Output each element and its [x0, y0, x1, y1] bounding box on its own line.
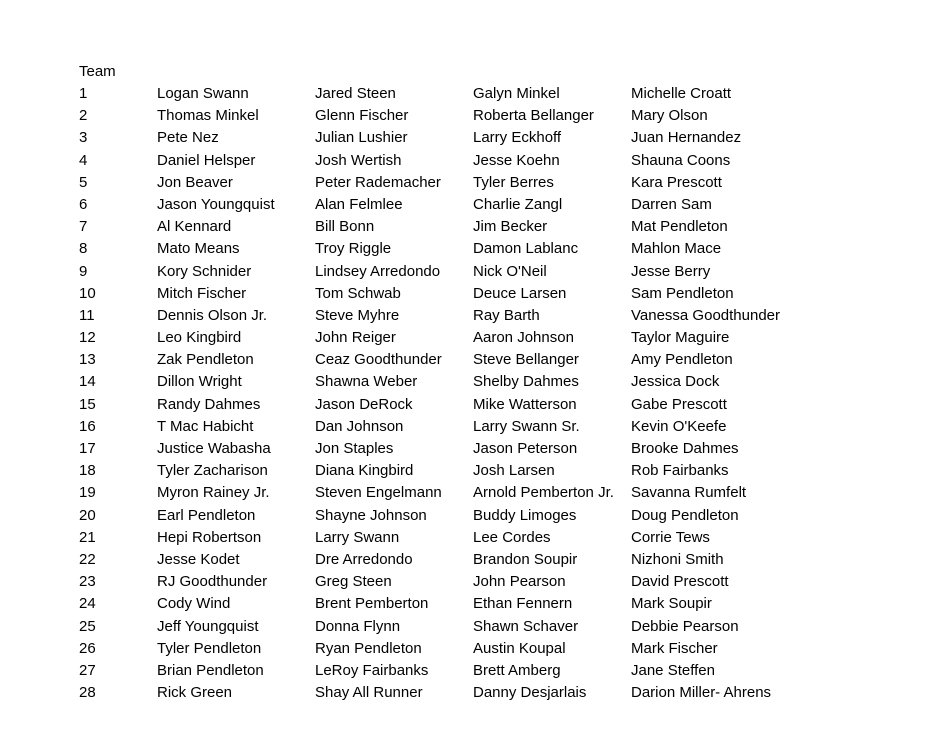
player-name: Nizhoni Smith — [631, 550, 724, 568]
player-name: Rob Fairbanks — [631, 462, 729, 480]
table-row — [79, 527, 909, 549]
player-name: Buddy Limoges — [473, 506, 577, 524]
player-name: Troy Riggle — [315, 240, 392, 258]
player-name: Mary Olson — [631, 107, 708, 125]
player-name: Savanna Rumfelt — [631, 484, 747, 502]
team-number: 2 — [79, 107, 88, 125]
player-name: Ray Barth — [473, 306, 540, 324]
table-row — [79, 194, 909, 216]
player-name: Sam Pendleton — [631, 284, 734, 302]
team-number: 28 — [79, 684, 96, 702]
table-row — [79, 261, 909, 283]
player-name: Jessica Dock — [631, 373, 720, 391]
player-name: Leo Kingbird — [157, 329, 242, 347]
team-number: 9 — [79, 262, 88, 280]
player-name: Hepi Robertson — [157, 528, 262, 546]
player-name: Shawna Weber — [315, 373, 418, 391]
team-number: 19 — [79, 484, 96, 502]
player-name: Tyler Berres — [473, 173, 554, 191]
team-number: 12 — [79, 329, 96, 347]
player-name: Shawn Schaver — [473, 617, 579, 635]
player-name: Arnold Pemberton Jr. — [473, 484, 614, 502]
player-name: Danny Desjarlais — [473, 684, 587, 702]
team-number: 24 — [79, 595, 96, 613]
team-number: 15 — [79, 395, 96, 413]
player-name: Michelle Croatt — [631, 85, 732, 102]
player-name: Jon Staples — [315, 440, 394, 457]
player-name: Lee Cordes — [473, 528, 551, 546]
player-name: Rick Green — [157, 684, 233, 702]
player-name: Brooke Dahmes — [631, 440, 739, 457]
player-name: Nick O'Neil — [473, 262, 547, 280]
player-name: Doug Pendleton — [631, 506, 739, 524]
player-name: Cody Wind — [157, 595, 231, 613]
player-name: Mark Fischer — [631, 639, 718, 657]
player-name: Gabe Prescott — [631, 395, 727, 413]
player-name: Brent Pemberton — [315, 595, 429, 613]
player-name: T Mac Habicht — [157, 417, 254, 435]
team-rows — [79, 83, 909, 704]
player-name: Bill Bonn — [315, 218, 375, 236]
player-name: Donna Flynn — [315, 617, 401, 635]
player-name: Kevin O'Keefe — [631, 417, 727, 435]
player-name: Kory Schnider — [157, 262, 252, 280]
player-name: Steven Engelmann — [315, 484, 442, 502]
player-name: Shayne Johnson — [315, 506, 427, 524]
team-number: 25 — [79, 617, 96, 635]
team-number: 20 — [79, 506, 96, 524]
team-number: 10 — [79, 284, 96, 302]
table-row — [79, 682, 909, 704]
player-name: Shay All Runner — [315, 684, 423, 702]
table-row — [79, 394, 909, 416]
table-row — [79, 571, 909, 593]
player-name: Vanessa Goodthunder — [631, 306, 780, 324]
player-name: Roberta Bellanger — [473, 107, 594, 125]
player-name: Justice Wabasha — [157, 440, 271, 457]
table-row — [79, 283, 909, 305]
player-name: Mato Means — [157, 240, 240, 258]
player-name: Corrie Tews — [631, 528, 710, 546]
player-name: Mark Soupir — [631, 595, 712, 613]
team-number: 22 — [79, 550, 96, 568]
player-name: Jane Steffen — [631, 661, 715, 679]
player-name: Dre Arredondo — [315, 550, 413, 568]
player-name: Thomas Minkel — [157, 107, 259, 125]
player-name: Darren Sam — [631, 195, 712, 213]
team-number: 16 — [79, 417, 96, 435]
player-name: Austin Koupal — [473, 639, 566, 657]
team-number: 1 — [79, 85, 88, 102]
player-name: Brian Pendleton — [157, 661, 264, 679]
player-name: Mat Pendleton — [631, 218, 728, 236]
player-name: Brandon Soupir — [473, 550, 578, 568]
player-name: Jason DeRock — [315, 395, 413, 413]
table-row — [79, 371, 909, 393]
table-row — [79, 172, 909, 194]
table-row — [79, 305, 909, 327]
player-name: Mahlon Mace — [631, 240, 722, 258]
player-name: Deuce Larsen — [473, 284, 567, 302]
player-name: Jason Peterson — [473, 440, 578, 457]
player-name: Greg Steen — [315, 573, 392, 591]
table-row — [79, 482, 909, 504]
player-name: RJ Goodthunder — [157, 573, 268, 591]
table-row — [79, 638, 909, 660]
table-row — [79, 105, 909, 127]
table-row — [79, 127, 909, 149]
player-name: Galyn Minkel — [473, 85, 560, 102]
team-header: Team — [79, 63, 116, 80]
player-name: Logan Swann — [157, 85, 249, 102]
player-name: Diana Kingbird — [315, 462, 414, 480]
team-number: 7 — [79, 218, 88, 236]
player-name: Jason Youngquist — [157, 195, 275, 213]
player-name: Josh Larsen — [473, 462, 555, 480]
table-row — [79, 83, 909, 105]
player-name: Julian Lushier — [315, 129, 408, 147]
table-row — [79, 505, 909, 527]
player-name: Ceaz Goodthunder — [315, 351, 442, 369]
player-name: Tyler Zacharison — [157, 462, 268, 480]
player-name: Dennis Olson Jr. — [157, 306, 268, 324]
table-row — [79, 660, 909, 682]
team-number: 8 — [79, 240, 88, 258]
player-name: Debbie Pearson — [631, 617, 739, 635]
player-name: Mike Watterson — [473, 395, 577, 413]
team-roster-table — [79, 61, 909, 704]
team-number: 23 — [79, 573, 96, 591]
player-name: Jeff Youngquist — [157, 617, 259, 635]
team-number: 14 — [79, 373, 96, 391]
player-name: Lindsey Arredondo — [315, 262, 441, 280]
player-name: Steve Myhre — [315, 306, 400, 324]
table-row — [79, 438, 909, 460]
team-number: 21 — [79, 528, 96, 546]
player-name: Jon Beaver — [157, 173, 233, 191]
team-number: 26 — [79, 639, 96, 657]
player-name: Alan Felmlee — [315, 195, 403, 213]
table-row — [79, 616, 909, 638]
player-name: Shelby Dahmes — [473, 373, 579, 391]
player-name: Al Kennard — [157, 218, 232, 236]
player-name: Kara Prescott — [631, 173, 722, 191]
player-name: Dan Johnson — [315, 417, 404, 435]
player-name: Earl Pendleton — [157, 506, 256, 524]
player-name: Larry Swann Sr. — [473, 417, 580, 435]
team-number: 13 — [79, 351, 96, 369]
table-row — [79, 150, 909, 172]
player-name: Zak Pendleton — [157, 351, 254, 369]
table-row — [79, 416, 909, 438]
player-name: Brett Amberg — [473, 661, 561, 679]
team-number: 5 — [79, 173, 88, 191]
player-name: Taylor Maguire — [631, 329, 730, 347]
team-number: 27 — [79, 661, 96, 679]
player-name: Jesse Berry — [631, 262, 711, 280]
player-name: Shauna Coons — [631, 151, 731, 169]
team-number: 4 — [79, 151, 88, 169]
player-name: Amy Pendleton — [631, 351, 733, 369]
team-number: 3 — [79, 129, 88, 147]
player-name: Jesse Koehn — [473, 151, 560, 169]
player-name: Josh Wertish — [315, 151, 402, 169]
player-name: David Prescott — [631, 573, 729, 591]
player-name: Tom Schwab — [315, 284, 401, 302]
team-number: 17 — [79, 440, 96, 457]
team-number: 6 — [79, 195, 88, 213]
player-name: Ethan Fennern — [473, 595, 573, 613]
table-row — [79, 327, 909, 349]
player-name: Tyler Pendleton — [157, 639, 262, 657]
player-name: Jared Steen — [315, 85, 396, 102]
team-number: 11 — [79, 306, 95, 324]
player-name: Pete Nez — [157, 129, 219, 147]
player-name: Glenn Fischer — [315, 107, 409, 125]
player-name: Juan Hernandez — [631, 129, 742, 147]
table-row — [79, 238, 909, 260]
player-name: John Reiger — [315, 329, 396, 347]
player-name: Ryan Pendleton — [315, 639, 422, 657]
table-row — [79, 349, 909, 371]
table-row — [79, 460, 909, 482]
table-row — [79, 549, 909, 571]
player-name: Larry Swann — [315, 528, 400, 546]
player-name: Peter Rademacher — [315, 173, 441, 191]
player-name: LeRoy Fairbanks — [315, 661, 429, 679]
player-name: Steve Bellanger — [473, 351, 579, 369]
player-name: Mitch Fischer — [157, 284, 247, 302]
player-name: Jim Becker — [473, 218, 548, 236]
player-name: Larry Eckhoff — [473, 129, 562, 147]
player-name: Charlie Zangl — [473, 195, 563, 213]
player-name: Darion Miller- Ahrens — [631, 684, 772, 702]
player-name: Myron Rainey Jr. — [157, 484, 270, 502]
player-name: Dillon Wright — [157, 373, 242, 391]
player-name: Aaron Johnson — [473, 329, 574, 347]
table-row — [79, 593, 909, 615]
player-name: John Pearson — [473, 573, 566, 591]
player-name: Damon Lablanc — [473, 240, 579, 258]
player-name: Daniel Helsper — [157, 151, 256, 169]
table-row — [79, 216, 909, 238]
team-number: 18 — [79, 462, 96, 480]
player-name: Jesse Kodet — [157, 550, 240, 568]
player-name: Randy Dahmes — [157, 395, 261, 413]
